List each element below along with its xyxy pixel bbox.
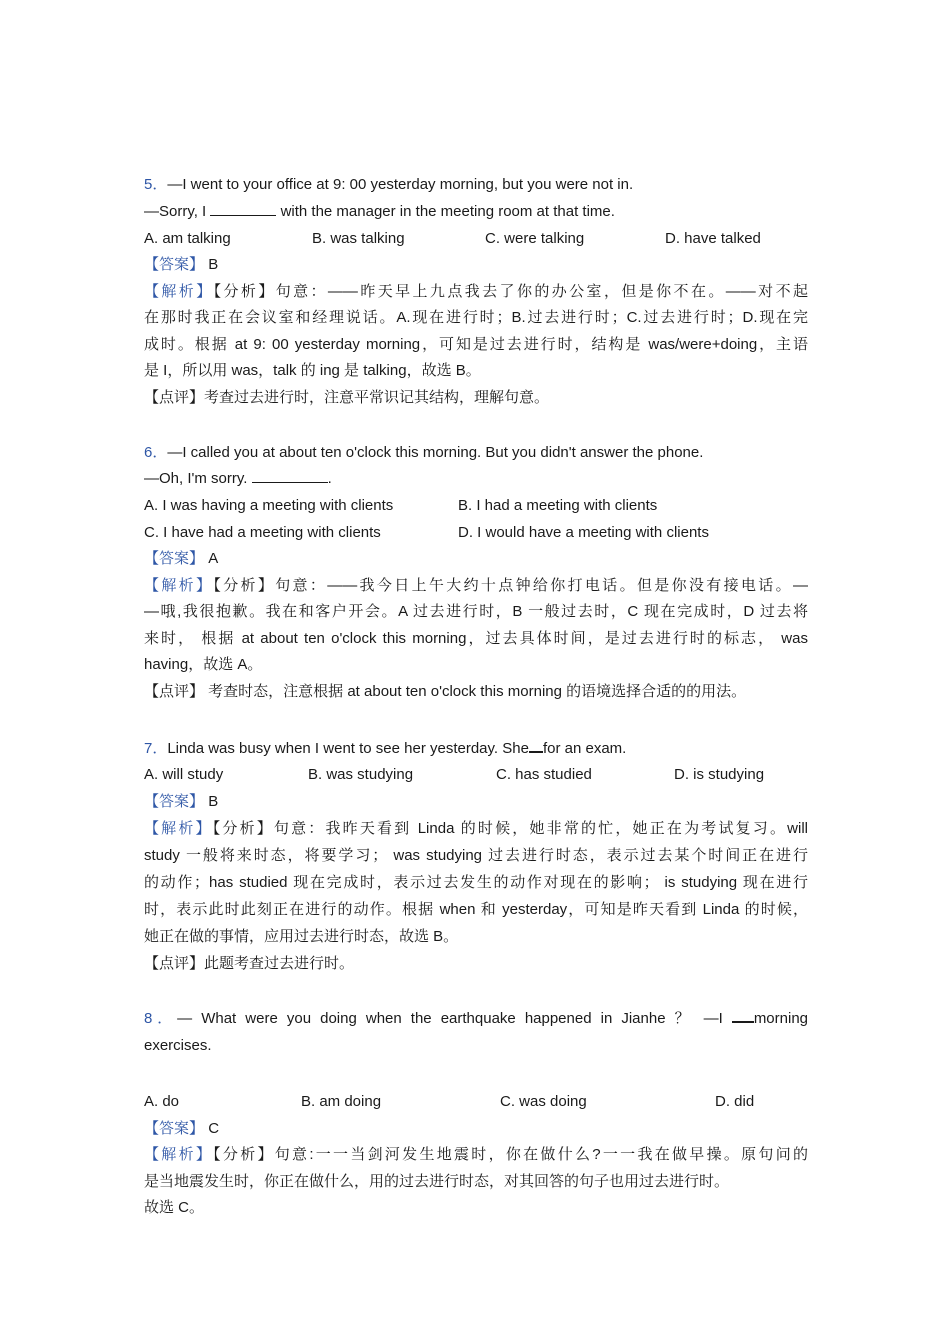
q5-stem2-start: —Sorry, I — [144, 203, 211, 220]
q7-analysis-line4: 时，表示此时此刻正在进行的动作。根据 when 和 yesterday，可知是昨天看到 Linda 的时候， — [144, 901, 808, 918]
q7-option-a: A. will study — [144, 766, 224, 783]
q5-analysis-line1 — [144, 279, 808, 305]
q8-option-d: D. did — [715, 1093, 755, 1110]
q5-analysis-line2: 在那时我正在会议室和经理说话。A.现在进行时；B.过去进行时；C.过去进行时；D.现在完 — [144, 309, 808, 326]
q6-blank — [252, 468, 328, 483]
q6-analysis-tag: 【解析】 — [144, 577, 214, 594]
q6-option-c: C. I have had a meeting with clients — [144, 524, 381, 541]
q6-stem2-end: . — [327, 470, 332, 487]
q7-comment: 【点评】此题考查过去进行时。 — [144, 955, 355, 972]
q7-analysis-line5: 她正在做的事情，应用过去进行时态，故选 B。 — [144, 928, 459, 945]
q7-analysis-text1: 【分析】句意：我昨天看到 Linda 的时候，她非常的忙，她正在为考试复习。will — [212, 820, 808, 837]
q6-analysis-line3: 来时， 根据 at about ten o'clock this morning，过去具体时间，是过去进行时的标志， was — [144, 630, 808, 647]
q7-option-c: C. has studied — [496, 766, 592, 783]
q7-analysis-tag: 【解析】 — [144, 820, 213, 837]
q8-stem1-start: — What were you doing when the earthquake happened in Jianhe ？ —I — [177, 1010, 732, 1027]
q6-stem-line1 — [144, 440, 703, 466]
q5-analysis-line3: 成时。根据 at 9: 00 yesterday morning，可知是过去进行时，结构是 was/were+doing，主语 — [144, 336, 808, 353]
q6-answer-tag: 【答案】 — [144, 550, 205, 567]
q7-analysis-line3: 的动作；has studied 现在完成时，表示过去发生的动作对现在的影响； is studying 现在进行 — [144, 874, 808, 891]
q5-option-a: A. am talking — [144, 230, 231, 247]
q8-blank — [732, 1007, 754, 1023]
q5-analysis-line4: 是 I，所以用 was，talk 的 ing 是 talking，故选 B。 — [144, 362, 481, 379]
q5-option-b: B. was talking — [312, 230, 405, 247]
q7-blank — [529, 737, 543, 753]
q8-option-b: B. am doing — [301, 1093, 382, 1110]
q5-answer-tag: 【答案】 — [144, 256, 205, 273]
q8-number: 8． — [144, 1010, 178, 1027]
q6-comment: 【点评】 考查时态，注意根据 at about ten o'clock this morning 的语境选择合适的的用法。 — [144, 683, 747, 700]
q6-stem-line2 — [144, 466, 332, 492]
q8-analysis-tag: 【解析】 — [144, 1146, 214, 1163]
q6-stem1: —I called you at about ten o'clock this morning. But you didn't answer the phone. — [167, 444, 704, 461]
q8-analysis-text1: 【分析】句意:一一当剑河发生地震时，你在做什么?一一我在做早操。原句问的 — [213, 1146, 808, 1163]
q5-number: 5． — [144, 176, 168, 193]
q6-option-d: D. I would have a meeting with clients — [458, 524, 709, 541]
q7-answer-line — [144, 789, 218, 815]
q7-stem — [144, 736, 626, 762]
q7-answer-tag: 【答案】 — [144, 793, 205, 810]
q6-option-a: A. I was having a meeting with clients — [144, 497, 394, 514]
q8-analysis-line1 — [144, 1142, 808, 1168]
q8-option-a: A. do — [144, 1093, 180, 1110]
q8-analysis-line3: 故选 C。 — [144, 1199, 205, 1216]
q8-stem-line2: exercises. — [144, 1037, 212, 1054]
q5-answer: B — [208, 256, 219, 273]
q5-comment: 【点评】考查过去进行时，注意平常识记其结构，理解句意。 — [144, 389, 550, 406]
q5-analysis-text1: 【分析】句意：——昨天早上九点我去了你的办公室，但是你不在。——对不起 — [213, 283, 808, 300]
q5-stem-line1 — [144, 172, 633, 198]
q5-answer-line — [144, 252, 218, 278]
q5-stem1: —I went to your office at 9: 00 yesterday morning, but you were not in. — [167, 176, 634, 193]
q6-answer: A — [208, 550, 219, 567]
q5-option-c: C. were talking — [485, 230, 585, 247]
q6-analysis-line2: —哦,我很抱歉。我在和客户开会。A 过去进行时，B 一般过去时，C 现在完成时，D 过去将 — [144, 603, 808, 620]
q6-analysis-line4: having，故选 A。 — [144, 656, 263, 673]
q8-stem-line1 — [144, 1006, 808, 1032]
q6-answer-line — [144, 546, 218, 572]
q5-stem2-end: with the manager in the meeting room at that time. — [276, 203, 615, 220]
q7-analysis-line1 — [144, 816, 808, 842]
q8-stem1-end: morning — [753, 1010, 809, 1027]
q5-analysis-tag: 【解析】 — [144, 283, 214, 300]
q5-blank — [210, 201, 276, 216]
q7-stem-end: for an exam. — [542, 740, 627, 757]
q8-answer: C — [208, 1120, 220, 1137]
q8-answer-tag: 【答案】 — [144, 1120, 205, 1137]
q7-number: 7． — [144, 740, 168, 757]
q6-analysis-line1 — [144, 573, 808, 599]
q7-analysis-line2: study 一般将来时态，将要学习； was studying 过去进行时态，表示过去某个时间正在进行 — [144, 847, 808, 864]
q5-stem-line2 — [144, 199, 615, 225]
q7-option-b: B. was studying — [308, 766, 414, 783]
q6-option-b: B. I had a meeting with clients — [458, 497, 658, 514]
q5-option-d: D. have talked — [665, 230, 761, 247]
q7-answer: B — [208, 793, 219, 810]
q8-analysis-line2: 是当地震发生时，你正在做什么，用的过去进行时态，对其回答的句子也用过去进行时。 — [144, 1173, 730, 1190]
q7-stem-start: Linda was busy when I went to see her yesterday. She — [167, 740, 529, 757]
q8-answer-line — [144, 1116, 219, 1142]
q6-number: 6． — [144, 444, 168, 461]
q6-stem2-start: —Oh, I'm sorry. — [144, 470, 252, 487]
q8-option-c: C. was doing — [500, 1093, 587, 1110]
q7-option-d: D. is studying — [674, 766, 765, 783]
q6-analysis-text1: 【分析】句意：——我今日上午大约十点钟给你打电话。但是你没有接电话。— — [213, 577, 808, 594]
